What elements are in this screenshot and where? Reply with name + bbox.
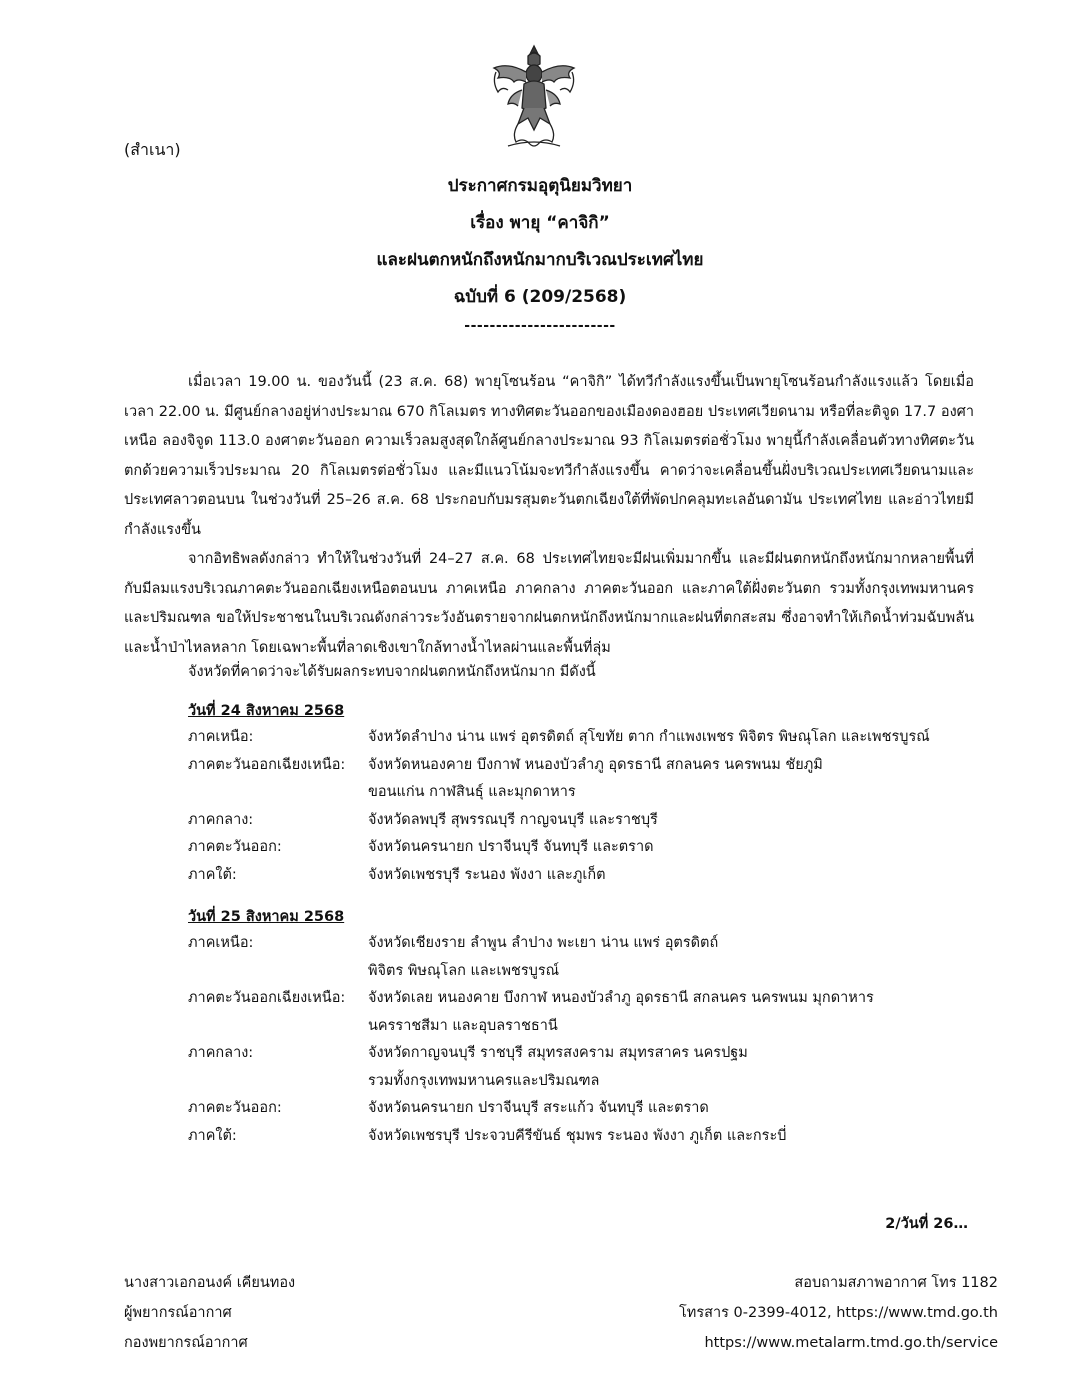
region-name: ภาคกลาง:	[188, 811, 254, 828]
region-name: ภาคตะวันออก:	[188, 1100, 282, 1116]
announcement-title	[0, 176, 1080, 334]
paragraph-storm-status: เมื่อเวลา 19.00 น. ของวันนี้ (23 ส.ค. 68) พายุโซนร้อน “คาจิกิ” ได้ทวีกำลังแรงขึ้นเป็นพายุโซนร้อนกำลังแรงแล้ว โดยเมื่อเวลา 22.00 น. มีศูนย์กลางอยู่ห่างประมาณ 670 กิโลเมตร ทางทิศตะวันออกของเมืองดองฮอย ประเทศเวียดนาม หรือที่ละติจูด 17.7 องศาเหนือ ลองจิจูด 113.0 องศาตะวันออก ความเร็วลมสูงสุดใกล้ศูนย์กลางประมาณ 93 กิโลเมตรต่อชั่วโมง พายุนี้กำลังเคลื่อนตัวทางทิศตะวันตกด้วยความเร็วประมาณ 20 กิโลเมตรต่อชั่วโมง และมีแนวโน้มจะทวีกำลังแรงขึ้น คาดว่าจะเคลื่อนขึ้นฝั่งบริเวณประเทศเวียดนามและประเทศลาวตอนบน ในช่วงวันที่ 25–26 ส.ค. 68 ประกอบกับมรสุมตะวันตกเฉียงใต้ที่พัดปกคลุมทะเลอันดามัน ประเทศไทย และอ่าวไทยมีกำลังแรงขึ้น	[124, 374, 974, 538]
forecaster-name: นางสาวเอกอนงค์ เคียนทอง	[124, 1275, 296, 1291]
region-name: ภาคกลาง:	[188, 1045, 254, 1061]
region-provinces	[368, 1123, 978, 1151]
title-line-1: ประกาศกรมอุตุนิยมวิทยา	[447, 176, 633, 196]
province-list-intro: จังหวัดที่คาดว่าจะได้รับผลกระทบจากฝนตกหนักถึงหนักมาก มีดังนี้	[188, 664, 596, 680]
region-row	[188, 1123, 978, 1151]
region-provinces	[368, 862, 978, 890]
region-row	[188, 985, 978, 1040]
region-name: ภาคใต้:	[188, 866, 237, 883]
province-line: จังหวัดนครนายก ปราจีนบุรี สระแก้ว จันทบุรี และตราด	[368, 1100, 709, 1116]
garuda-emblem-icon	[488, 42, 580, 154]
copy-label: (สำเนา)	[124, 140, 181, 159]
region-row	[188, 1040, 978, 1095]
contact-info-block	[679, 1268, 998, 1358]
region-name: ภาคตะวันออกเฉียงเหนือ:	[188, 756, 346, 773]
province-line: จังหวัดหนองคาย บึงกาฬ หนองบัวลำภู อุดรธานี สกลนคร นครพนม ชัยภูมิ	[368, 756, 823, 773]
paragraph-impact: จากอิทธิพลดังกล่าว ทำให้ในช่วงวันที่ 24–27 ส.ค. 68 ประเทศไทยจะมีฝนเพิ่มมากขึ้น และมีฝนตกหนักถึงหนักมากหลายพื้นที่ กับมีลมแรงบริเวณภาคตะวันออกเฉียงเหนือตอนบน ภาคเหนือ ภาคกลาง ภาคตะวันออก และภาคใต้ฝั่งตะวันตก รวมทั้งกรุงเทพมหานครและปริมณฑล ขอให้ประชาชนในบริเวณดังกล่าวระวังอันตรายจากฝนตกหนักถึงหนักมากและฝนที่ตกสะสม ซึ่งอาจทำให้เกิดน้ำท่วมฉับพลัน และน้ำป่าไหลหลาก โดยเฉพาะพื้นที่ลาดเชิงเขาใกล้ทางน้ำไหลผ่านและพื้นที่ลุ่ม	[124, 551, 974, 656]
region-row	[188, 724, 978, 752]
region-provinces	[368, 1095, 978, 1123]
region-provinces	[368, 834, 978, 862]
region-provinces	[368, 752, 978, 807]
region-row	[188, 752, 978, 807]
province-line: พิจิตร พิษณุโลก และเพชรบูรณ์	[368, 962, 560, 979]
region-name: ภาคเหนือ:	[188, 729, 254, 745]
province-line: นครราชสีมา และอุบลราชธานี	[368, 1017, 558, 1034]
title-line-3: และฝนตกหนักถึงหนักมากบริเวณประเทศไทย	[376, 250, 704, 270]
forecaster-division: กองพยากรณ์อากาศ	[124, 1335, 248, 1351]
region-row	[188, 1095, 978, 1123]
contact-phone: สอบถามสภาพอากาศ โทร 1182	[794, 1275, 998, 1291]
province-line: ขอนแก่น กาฬสินธุ์ และมุกดาหาร	[368, 784, 576, 800]
region-name: ภาคเหนือ:	[188, 935, 254, 951]
province-line: จังหวัดเพชรบุรี ประจวบคีรีขันธ์ ชุมพร ระนอง พังงา ภูเก็ต และกระบี่	[368, 1127, 787, 1144]
region-row	[188, 834, 978, 862]
province-line: จังหวัดเลย หนองคาย บึงกาฬ หนองบัวลำภู อุดรธานี สกลนคร นครพนม มุกดาหาร	[368, 990, 874, 1006]
contact-service-url: https://www.metalarm.tmd.go.th/service	[704, 1335, 998, 1351]
region-name: ภาคใต้:	[188, 1127, 237, 1144]
next-page-marker: 2/วันที่ 26…	[885, 1216, 968, 1232]
forecaster-signature-block	[124, 1268, 295, 1358]
day-block-25	[188, 904, 978, 1150]
title-line-4: ฉบับที่ 6 (209/2568)	[453, 287, 627, 307]
forecaster-title: ผู้พยากรณ์อากาศ	[124, 1305, 232, 1321]
region-row	[188, 807, 978, 835]
contact-fax-website: โทรสาร 0-2399-4012, https://www.tmd.go.th	[679, 1305, 998, 1321]
region-provinces	[368, 724, 978, 752]
title-line-2: เรื่อง พายุ “คาจิกิ”	[470, 213, 610, 233]
province-line: จังหวัดลำปาง น่าน แพร่ อุตรดิตถ์ สุโขทัย ตาก กำแพงเพชร พิจิตร พิษณุโลก และเพชรบูรณ์	[368, 729, 930, 745]
region-name: ภาคตะวันออก:	[188, 839, 282, 855]
region-provinces	[368, 1040, 978, 1095]
announcement-body	[124, 368, 974, 663]
province-line: จังหวัดกาญจนบุรี ราชบุรี สมุทรสงคราม สมุทรสาคร นครปฐม	[368, 1045, 748, 1061]
region-row	[188, 930, 978, 985]
province-line: จังหวัดลพบุรี สุพรรณบุรี กาญจนบุรี และราชบุรี	[368, 811, 658, 828]
province-line: รวมทั้งกรุงเทพมหานครและปริมณฑล	[368, 1072, 600, 1089]
region-row	[188, 862, 978, 890]
day-heading: วันที่ 25 สิงหาคม 2568	[188, 909, 345, 925]
province-line: จังหวัดเพชรบุรี ระนอง พังงา และภูเก็ต	[368, 866, 606, 883]
region-provinces	[368, 985, 978, 1040]
day-heading: วันที่ 24 สิงหาคม 2568	[188, 703, 345, 719]
province-line: จังหวัดนครนายก ปราจีนบุรี จันทบุรี และตราด	[368, 839, 654, 855]
region-name: ภาคตะวันออกเฉียงเหนือ:	[188, 990, 346, 1006]
province-line: จังหวัดเชียงราย ลำพูน ลำปาง พะเยา น่าน แพร่ อุตรดิตถ์	[368, 935, 719, 951]
region-provinces	[368, 930, 978, 985]
day-block-24	[188, 698, 978, 889]
title-separator: ------------------------	[464, 318, 616, 334]
region-provinces	[368, 807, 978, 835]
